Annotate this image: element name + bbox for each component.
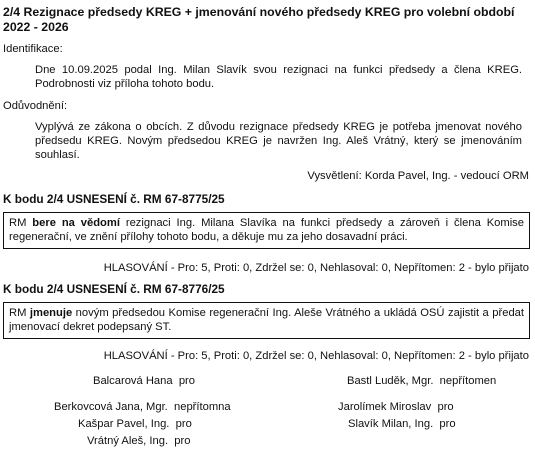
voter-name: Jarolímek Miroslav	[338, 401, 432, 413]
resolution-heading: K bodu 2/4 USNESENÍ č. RM 67-8775/25	[3, 192, 225, 206]
voter-name: Vrátný Aleš, Ing.	[87, 435, 169, 447]
voter-entry	[347, 375, 496, 387]
voter-vote: pro	[178, 375, 195, 387]
resolution-box	[3, 302, 530, 339]
voter-entry	[54, 401, 231, 413]
resolution-verb: bere na vědomí	[32, 217, 120, 229]
item-title: 2/4 Rezignace předsedy KREG + jmenování nového předsedy KREG pro volební období 2022 - 2026	[3, 5, 515, 34]
voter-vote: pro	[439, 418, 456, 430]
identification-label: Identifikace:	[3, 43, 63, 55]
explained-by: Vysvětlení: Korda Pavel, Ing. - vedoucí ORM	[307, 170, 529, 182]
voter-vote: nepřítomen	[439, 375, 497, 387]
voter-name: Balcarová Hana	[93, 375, 173, 387]
resolution-box	[3, 212, 530, 249]
voter-vote: pro	[174, 435, 191, 447]
voter-vote: nepřítomna	[174, 401, 231, 413]
vote-result: HLASOVÁNÍ - Pro: 5, Proti: 0, Zdržel se: 0, Nehlasoval: 0, Nepřítomen: 2 - bylo přijato	[103, 262, 529, 274]
resolution-verb: jmenuje	[29, 307, 73, 319]
voter-entry	[93, 375, 195, 387]
resolution-text-prefix: RM	[9, 217, 33, 229]
voter-vote: pro	[175, 418, 192, 430]
voter-name: Bastl Luděk, Mgr.	[347, 375, 434, 387]
voter-name: Berkovcová Jana, Mgr.	[54, 401, 168, 413]
voter-name: Kašpar Pavel, Ing.	[78, 418, 170, 430]
resolution-text: novým předsedou Komise regenerační Ing. Aleše Vrátného a ukládá OSÚ zajistit a předat jmenovací dekret podepsaný ST.	[9, 307, 524, 333]
resolution-text-prefix: RM	[9, 307, 30, 319]
vote-result: HLASOVÁNÍ - Pro: 5, Proti: 0, Zdržel se: 0, Nehlasoval: 0, Nepřítomen: 2 - bylo přijato	[103, 350, 529, 362]
voter-entry	[348, 418, 456, 430]
voter-entry	[78, 418, 192, 430]
justification-text: Vyplývá ze zákona o obcích. Z důvodu rezignace předsedy KREG je potřeba jmenovat nového předsedu KREG. Novým předsedou KREG je navržen Ing. Aleš Vrátný, který se jmenováním souhlasí.	[35, 121, 522, 161]
resolution-heading: K bodu 2/4 USNESENÍ č. RM 67-8776/25	[3, 282, 225, 296]
voter-vote: pro	[437, 401, 454, 413]
voter-entry	[87, 435, 190, 447]
voter-name: Slavík Milan, Ing.	[348, 418, 434, 430]
resolution-text: rezignaci Ing. Milana Slavíka na funkci předsedy a zároveň i člena Komise regenerační, ve znění přílohy tohoto bodu, a děkuje mu za jeho dosavadní práci.	[9, 217, 525, 243]
identification-text: Dne 10.09.2025 podal Ing. Milan Slavík svou rezignaci na funkci předsedy a člena KREG. Podrobnosti viz příloha tohoto bodu.	[35, 64, 522, 90]
voter-entry	[338, 401, 454, 413]
justification-label: Odůvodnění:	[3, 100, 68, 112]
